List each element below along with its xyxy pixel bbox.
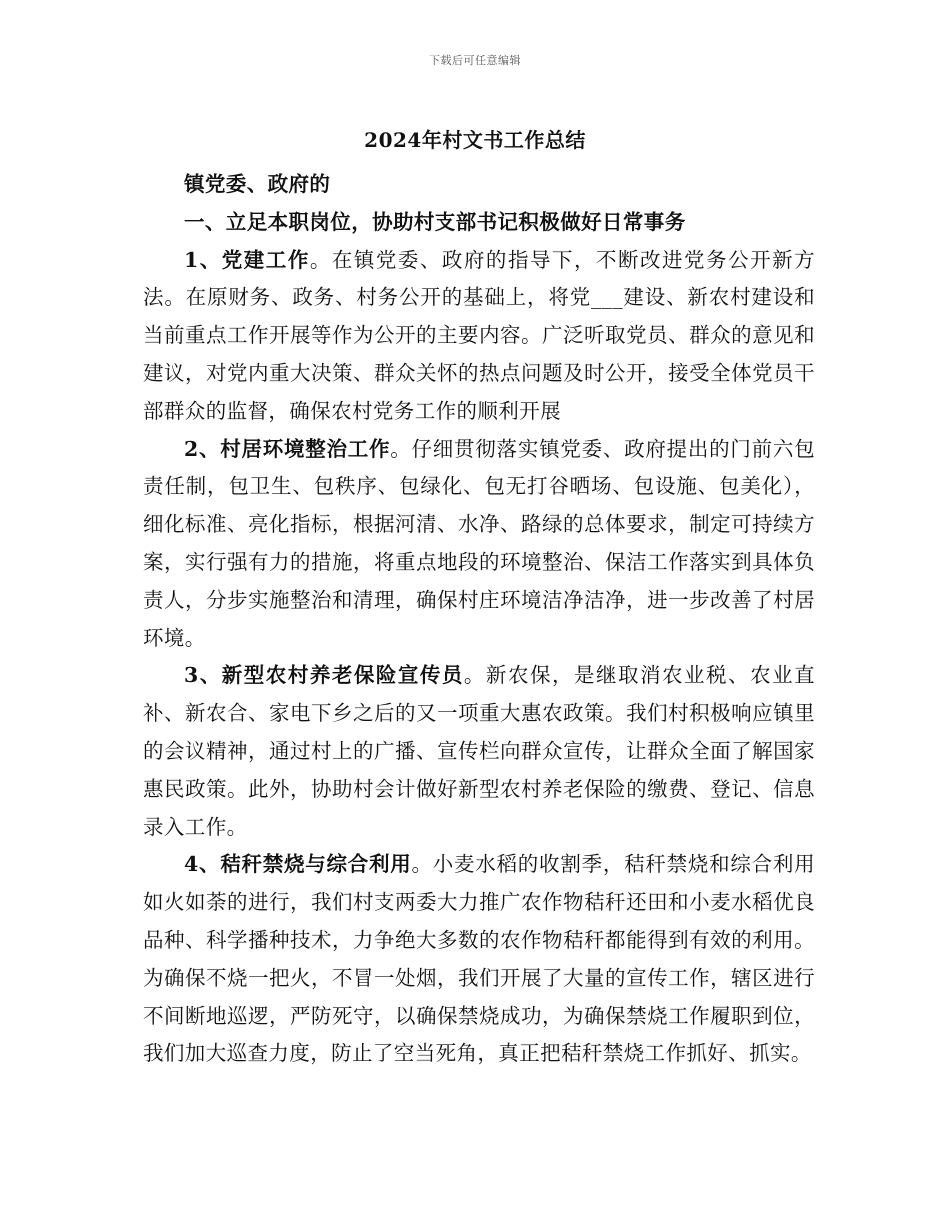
document-body (143, 166, 815, 1073)
paragraph-pension (143, 657, 815, 846)
paragraph-lead: 4、秸秆禁烧与综合利用 (184, 852, 412, 877)
paragraph-text: 。新农保，是继取消农业税、农业直补、新农合、家电下乡之后的又一项重大惠农政策。我们村积极响应镇里的会议精神，通过村上的广播、宣传栏向群众宣传，让群众全面了解国家惠民政策。此外，协助村会计做好新型农村养老保险的缴费、登记、信息录入工作。 (143, 663, 815, 839)
paragraph-text: 。小麦水稻的收割季，秸秆禁烧和综合利用如火如荼的进行，我们村支两委大力推广农作物秸秆还田和小麦水稻优良品种、科学播种技术，力争绝大多数的农作物秸秆都能得到有效的利用。为确保不烧一把火，不冒一处烟，我们开展了大量的宣传工作，辖区进行不间断地巡逻，严防死守，以确保禁烧成功，为确保禁烧工作履职到位，我们加大巡查力度，防止了空当死角，真正把秸秆禁烧工作抓好、抓实。 (143, 852, 815, 1066)
paragraph-lead: 2、村居环境整治工作 (184, 436, 391, 461)
paragraph-text: 。仔细贯彻落实镇党委、政府提出的门前六包责任制，包卫生、包秩序、包绿化、包无打谷晒场、包设施、包美化），细化标准、亮化指标，根据河清、水净、路绿的总体要求，制定可持续方案，实行强有力的措施，将重点地段的环境整治、保洁工作落实到具体负责人，分步实施整治和清理，确保村庄环境洁净洁净，进一步改善了村居环境。 (143, 436, 816, 650)
paragraph-party-building (143, 242, 815, 431)
paragraph-straw-burning (143, 846, 815, 1073)
paragraph-lead: 3、新型农村养老保险宣传员 (184, 663, 464, 688)
paragraph-lead: 1、党建工作 (184, 247, 310, 272)
paragraph-text: 。在镇党委、政府的指导下，不断改进党务公开新方法。在原财务、政务、村务公开的基础上，将党___建设、新农村建设和当前重点工作开展等作为公开的主要内容。广泛听取党员、群众的意见和建议，对党内重大决策、群众关怀的热点问题及时公开，接受全体党员干部群众的监督，确保农村党务工作的顺利开展 (143, 247, 815, 423)
page-title: 2024年村文书工作总结 (364, 128, 586, 152)
paragraph-environment (143, 431, 815, 658)
salutation: 镇党委、政府的 (184, 172, 331, 196)
section-heading: 一、立足本职岗位，协助村支部书记积极做好日常事务 (184, 209, 686, 234)
header-note: 下载后可任意编辑 (429, 54, 521, 67)
